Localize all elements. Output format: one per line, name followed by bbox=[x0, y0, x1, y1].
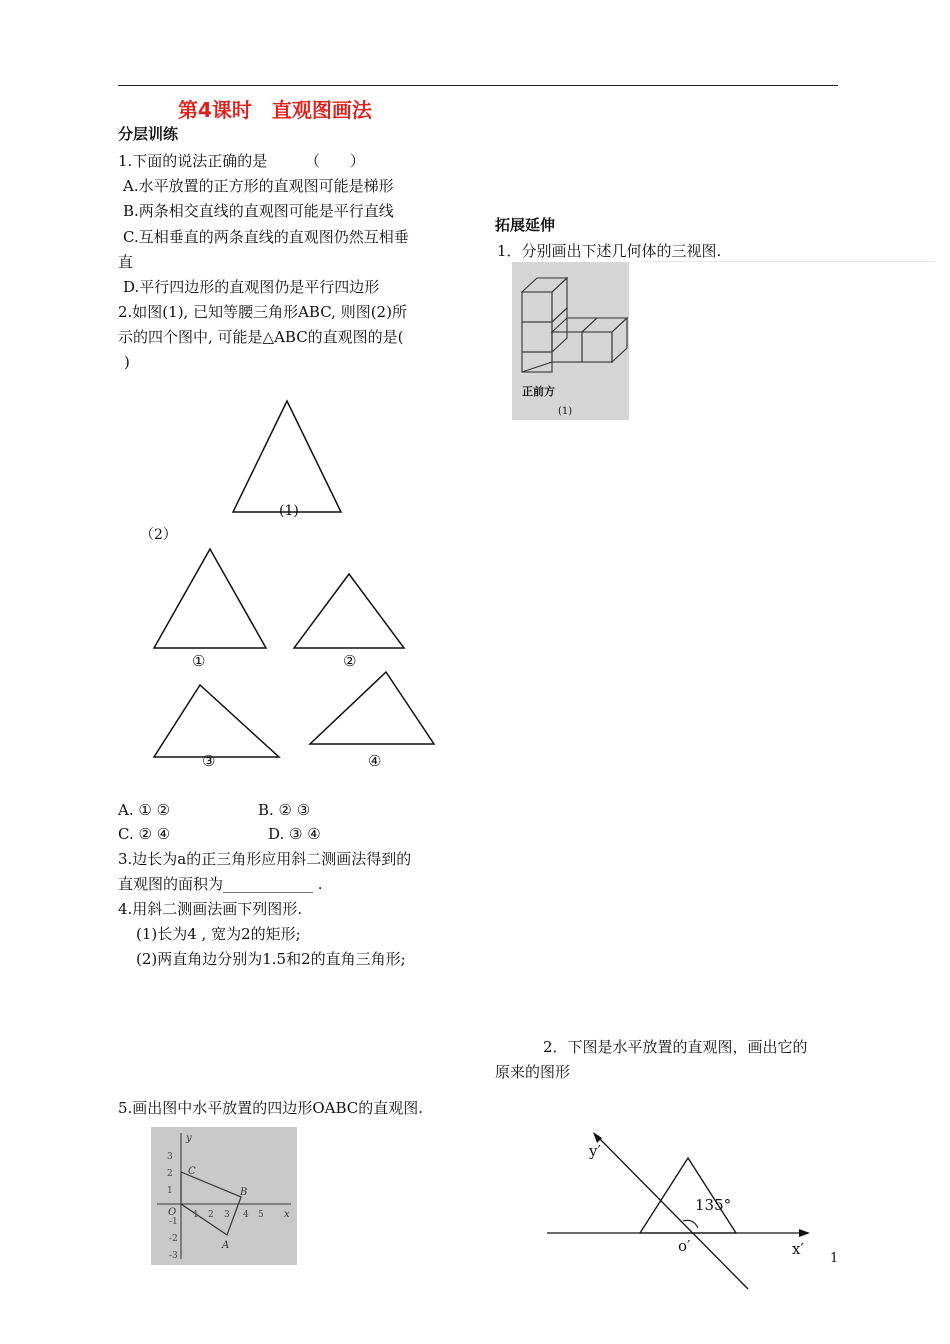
point-b-label: B bbox=[240, 1187, 248, 1198]
q3-line1: 3.边长为a的正三角形应用斜二测画法得到的 bbox=[118, 850, 412, 868]
top-rule bbox=[118, 85, 838, 86]
q1-option-c: C.互相垂直的两条直线的直观图仍然互相垂 bbox=[123, 228, 409, 246]
q1-option-b: B.两条相交直线的直观图可能是平行直线 bbox=[123, 202, 394, 220]
option-triangle-3 bbox=[148, 680, 283, 762]
q1-option-d: D.平行四边形的直观图仍是平行四边形 bbox=[123, 278, 380, 296]
q2-stem-line2: 示的四个图中, 可能是△ABC的直观图的是( bbox=[118, 328, 404, 346]
q3-line2: 直观图的面积为____________ . bbox=[118, 875, 323, 893]
triangle-3-label: ③ bbox=[202, 752, 216, 770]
q2-option-a: A. ① ② bbox=[118, 801, 171, 819]
x-tick-3: 3 bbox=[224, 1210, 230, 1220]
q1-option-c-cont: 直 bbox=[118, 253, 134, 271]
y-tick-3: 3 bbox=[167, 1152, 173, 1162]
o-prime-label: o′ bbox=[678, 1237, 691, 1255]
x-prime-label: x′ bbox=[792, 1240, 804, 1258]
r1-stem: 1．分别画出下述几何体的三视图. bbox=[497, 242, 722, 260]
option-triangle-1 bbox=[148, 543, 273, 653]
q1-stem: 1.下面的说法正确的是 （ ） bbox=[118, 152, 365, 170]
r2-line2: 原来的图形 bbox=[495, 1063, 571, 1081]
faint-divider bbox=[640, 261, 935, 262]
section-heading-layered: 分层训练 bbox=[118, 125, 179, 143]
page-number: 1 bbox=[830, 1251, 839, 1266]
q1-option-a: A.水平放置的正方形的直观图可能是梯形 bbox=[123, 177, 394, 195]
q2-option-b: B. ② ③ bbox=[258, 801, 311, 819]
r2-oblique-figure bbox=[540, 1125, 820, 1293]
figure-2-label: （2） bbox=[140, 527, 177, 543]
page-title: 第4课时 直观图画法 bbox=[178, 98, 372, 122]
origin-label: O bbox=[168, 1207, 177, 1218]
q2-option-d: D. ③ ④ bbox=[268, 825, 321, 843]
y-tick-1: 1 bbox=[167, 1186, 173, 1196]
x-tick-4: 4 bbox=[243, 1210, 249, 1220]
y-prime-label: y′ bbox=[589, 1142, 601, 1160]
x-axis-label: x bbox=[284, 1209, 290, 1220]
q5-coordinate-figure bbox=[151, 1127, 297, 1265]
x-tick-5: 5 bbox=[258, 1210, 264, 1220]
y-tick-neg2: -2 bbox=[169, 1234, 178, 1244]
figure-1-label: (1) bbox=[279, 503, 299, 519]
y-axis-label: y bbox=[186, 1133, 192, 1144]
q4-stem: 4.用斜二测画法画下列图形. bbox=[118, 900, 303, 918]
q2-option-c: C. ② ④ bbox=[118, 825, 171, 843]
point-c-label: C bbox=[188, 1166, 196, 1177]
triangle-4-label: ④ bbox=[368, 752, 382, 770]
r2-line1: 2．下图是水平放置的直观图，画出它的 bbox=[543, 1038, 808, 1056]
x-tick-2: 2 bbox=[208, 1210, 214, 1220]
point-a-label: A bbox=[222, 1240, 230, 1251]
r1-cube-figure bbox=[512, 262, 629, 420]
triangle-1-label: ① bbox=[192, 652, 206, 670]
front-label: 正前方 bbox=[522, 385, 555, 398]
q2-stem-line1: 2.如图(1), 已知等腰三角形ABC, 则图(2)所 bbox=[118, 303, 407, 321]
r1-figure-label: (1) bbox=[558, 406, 573, 417]
triangle-2-label: ② bbox=[343, 652, 357, 670]
option-triangle-2 bbox=[288, 568, 413, 653]
q5-stem: 5.画出图中水平放置的四边形OABC的直观图. bbox=[118, 1099, 423, 1117]
x-tick-1: 1 bbox=[193, 1210, 199, 1220]
q4-part2: (2)两直角边分别为1.5和2的直角三角形; bbox=[136, 950, 406, 968]
y-tick-2: 2 bbox=[167, 1169, 173, 1179]
option-triangle-4 bbox=[304, 667, 439, 749]
y-tick-neg1: -1 bbox=[169, 1217, 178, 1227]
section-heading-extension: 拓展延伸 bbox=[495, 216, 556, 234]
y-tick-neg3: -3 bbox=[169, 1251, 178, 1261]
q4-part1: (1)长为4 , 宽为2的矩形; bbox=[136, 925, 301, 943]
q2-stem-line3: ) bbox=[124, 353, 130, 371]
angle-label: 135° bbox=[695, 1196, 732, 1214]
